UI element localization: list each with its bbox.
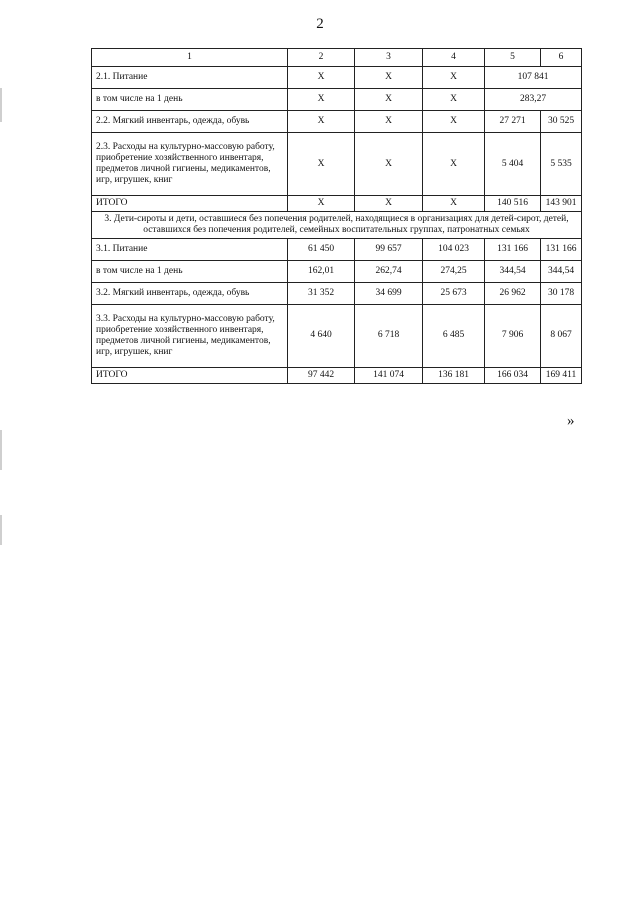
cell: X bbox=[355, 67, 423, 89]
cell: X bbox=[423, 111, 485, 133]
scan-artifact bbox=[0, 430, 2, 470]
cell: 25 673 bbox=[423, 282, 485, 304]
row-label: в том числе на 1 день bbox=[92, 260, 288, 282]
cell: 141 074 bbox=[355, 367, 423, 383]
expenses-table bbox=[91, 48, 582, 384]
cell: 30 178 bbox=[541, 282, 582, 304]
table-row bbox=[92, 111, 582, 133]
cell: 30 525 bbox=[541, 111, 582, 133]
header-cell: 3 bbox=[355, 49, 423, 67]
scan-artifact bbox=[0, 88, 2, 122]
cell: 344,54 bbox=[485, 260, 541, 282]
cell: 7 906 bbox=[485, 304, 541, 367]
cell: 34 699 bbox=[355, 282, 423, 304]
header-cell: 2 bbox=[288, 49, 355, 67]
header-row bbox=[92, 49, 582, 67]
cell: 166 034 bbox=[485, 367, 541, 383]
cell: 6 485 bbox=[423, 304, 485, 367]
cell: 31 352 bbox=[288, 282, 355, 304]
merged-cell: 283,27 bbox=[485, 89, 582, 111]
table-row bbox=[92, 260, 582, 282]
header-cell: 4 bbox=[423, 49, 485, 67]
cell: 143 901 bbox=[541, 196, 582, 212]
cell: 104 023 bbox=[423, 238, 485, 260]
cell: 140 516 bbox=[485, 196, 541, 212]
header-cell: 6 bbox=[541, 49, 582, 67]
cell: 5 404 bbox=[485, 133, 541, 196]
cell: X bbox=[423, 67, 485, 89]
cell: 131 166 bbox=[541, 238, 582, 260]
cell: X bbox=[423, 89, 485, 111]
cell: 6 718 bbox=[355, 304, 423, 367]
cell: 169 411 bbox=[541, 367, 582, 383]
section-heading: 3. Дети-сироты и дети, оставшиеся без попечения родителей, находящиеся в организациях для детей-сирот, детей, оставшихся без попечения родителей, семейных воспитательных группах, патронатных семьях bbox=[92, 212, 582, 239]
cell: 131 166 bbox=[485, 238, 541, 260]
cell: 262,74 bbox=[355, 260, 423, 282]
cell: X bbox=[288, 111, 355, 133]
closing-quote: » bbox=[567, 413, 575, 429]
merged-cell: 107 841 bbox=[485, 67, 582, 89]
total-row bbox=[92, 196, 582, 212]
cell: 26 962 bbox=[485, 282, 541, 304]
row-label: в том числе на 1 день bbox=[92, 89, 288, 111]
row-label: 3.3. Расходы на культурно-массовую работу, приобретение хозяйственного инвентаря, предметов личной гигиены, медикаментов, игр, игрушек, книг bbox=[92, 304, 288, 367]
row-label: 3.2. Мягкий инвентарь, одежда, обувь bbox=[92, 282, 288, 304]
table-row bbox=[92, 89, 582, 111]
cell: 162,01 bbox=[288, 260, 355, 282]
total-row bbox=[92, 367, 582, 383]
header-cell: 1 bbox=[92, 49, 288, 67]
row-label: ИТОГО bbox=[92, 367, 288, 383]
cell: X bbox=[423, 133, 485, 196]
cell: 27 271 bbox=[485, 111, 541, 133]
cell: 4 640 bbox=[288, 304, 355, 367]
row-label: 2.2. Мягкий инвентарь, одежда, обувь bbox=[92, 111, 288, 133]
cell: 136 181 bbox=[423, 367, 485, 383]
cell: X bbox=[355, 111, 423, 133]
cell: 61 450 bbox=[288, 238, 355, 260]
table-row bbox=[92, 282, 582, 304]
cell: X bbox=[423, 196, 485, 212]
cell: 5 535 bbox=[541, 133, 582, 196]
cell: 344,54 bbox=[541, 260, 582, 282]
cell: X bbox=[355, 196, 423, 212]
header-cell: 5 bbox=[485, 49, 541, 67]
row-label: ИТОГО bbox=[92, 196, 288, 212]
cell: 8 067 bbox=[541, 304, 582, 367]
cell: X bbox=[355, 89, 423, 111]
section-heading-row bbox=[92, 212, 582, 239]
cell: 99 657 bbox=[355, 238, 423, 260]
table-row bbox=[92, 133, 582, 196]
row-label: 2.3. Расходы на культурно-массовую работу, приобретение хозяйственного инвентаря, предметов личной гигиены, медикаментов, игр, игрушек, книг bbox=[92, 133, 288, 196]
table-row bbox=[92, 304, 582, 367]
table-row bbox=[92, 67, 582, 89]
scan-artifact bbox=[0, 515, 2, 545]
row-label: 2.1. Питание bbox=[92, 67, 288, 89]
cell: X bbox=[288, 67, 355, 89]
cell: X bbox=[288, 89, 355, 111]
cell: X bbox=[288, 133, 355, 196]
cell: X bbox=[288, 196, 355, 212]
page-number: 2 bbox=[316, 16, 324, 32]
table-row bbox=[92, 238, 582, 260]
row-label: 3.1. Питание bbox=[92, 238, 288, 260]
cell: 274,25 bbox=[423, 260, 485, 282]
cell: X bbox=[355, 133, 423, 196]
cell: 97 442 bbox=[288, 367, 355, 383]
